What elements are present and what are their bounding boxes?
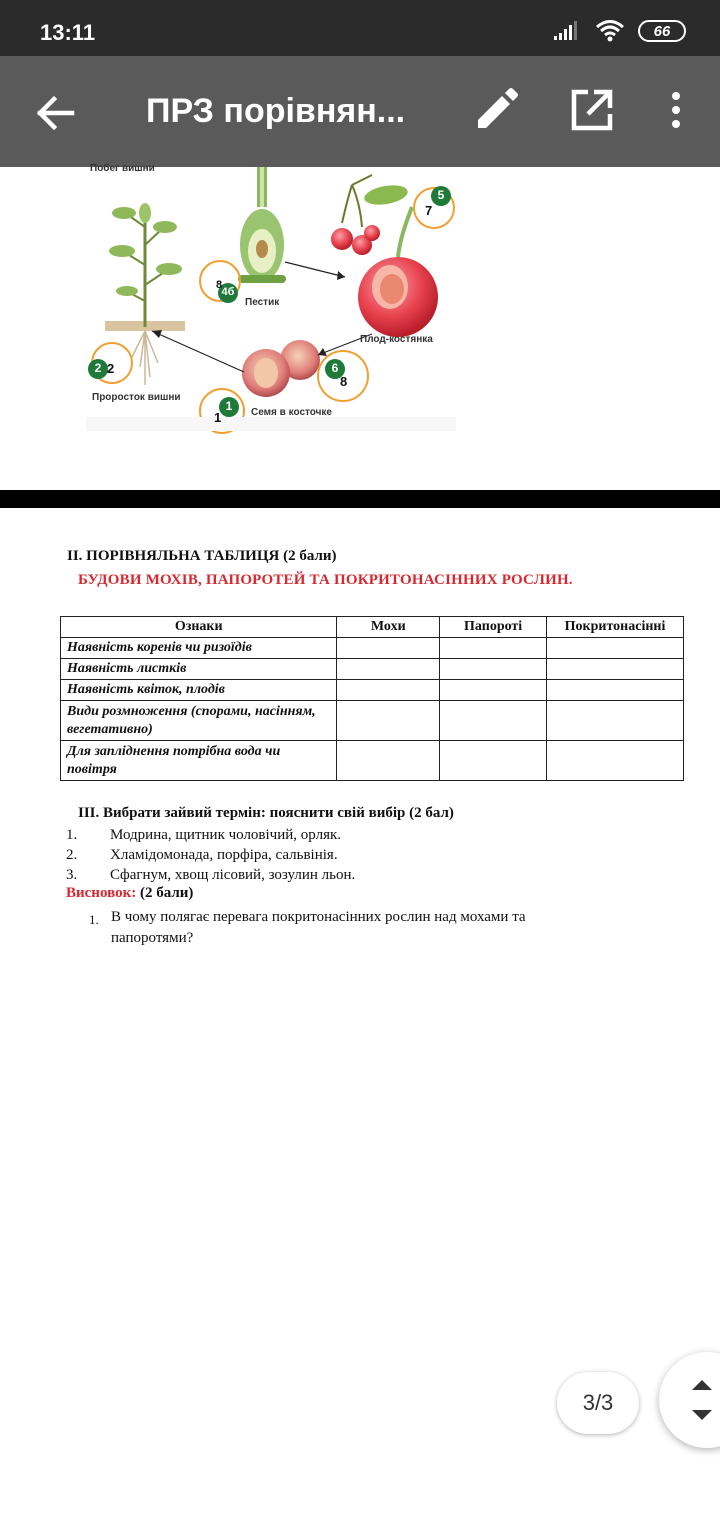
wifi-icon [596,20,624,42]
marker-handwritten: 8 [340,374,348,389]
conclusion-label: Висновок: [66,885,137,901]
table-cell-feature: Наявність коренів чи ризоїдів [61,638,337,659]
table-cell [337,659,440,680]
battery-level: 66 [653,22,671,40]
marker-handwritten: 1 [214,410,222,425]
marker-badge: 2 [94,361,102,375]
table-header: Покритонасінні [547,617,684,638]
label-drupe: Плод-костянка [360,334,433,345]
list-item [66,825,355,845]
marker-handwritten: 2 [107,361,115,376]
table-row [61,680,684,701]
table-cell [337,741,440,781]
list-item-number: 2. [66,847,78,863]
page-indicator: 3/3 [557,1372,639,1434]
table-row [61,659,684,680]
label-seed: Семя в косточке [251,407,332,418]
marker-badge: 4б [221,286,235,298]
open-external-icon[interactable] [568,86,616,134]
table-cell [440,659,547,680]
table-cell-feature: Наявність листків [61,659,337,680]
table-cell [337,701,440,741]
list-item-number: 3. [66,867,78,883]
battery-icon [638,20,686,42]
table-cell [337,680,440,701]
fast-scroll-button[interactable] [659,1352,720,1448]
page-separator [0,490,720,508]
section3-list [66,825,355,885]
table-cell [547,638,684,659]
list-item-text: Модрина, щитник чоловічий, орляк. [110,827,342,843]
cherry-lifecycle-diagram [0,163,720,490]
section2-subtitle: БУДОВИ МОХІВ, ПАПОРОТЕЙ ТА ПОКРИТОНАСІННИХ РОСЛИН. [78,572,573,588]
table-cell [547,659,684,680]
conclusion-heading [66,885,193,902]
list-item-text: Сфагнум, хвощ лісовий, зозулин льон. [110,867,356,883]
list-item [66,865,355,885]
table-cell [440,701,547,741]
edit-pencil-icon[interactable] [472,86,520,134]
table-cell-feature: Для запліднення потрібна вода чи повітря [61,741,337,781]
table-cell [547,741,684,781]
more-vert-icon[interactable] [652,86,700,134]
marker-badge: 1 [225,399,233,413]
table-cell [440,680,547,701]
label-pistil: Пестик [245,297,280,308]
table-cell-feature: Види розмноження (спорами, насінням, вегетативно) [61,701,337,741]
table-cell [547,680,684,701]
document-title: ПРЗ порівнян... [146,92,406,130]
marker-handwritten: 8 [216,279,223,291]
marker-badge: 6 [331,361,339,375]
table-row [61,701,684,741]
diagram-illustration [0,167,720,490]
table-cell [440,741,547,781]
status-bar [0,0,720,56]
list-item-number: 1. [66,827,78,843]
status-icons [554,20,686,42]
app-bar [0,56,720,167]
table-cell [547,701,684,741]
comparison-table [60,616,684,781]
label-seedling: Проросток вишни [92,392,181,403]
table-cell-feature: Наявність квіток, плодів [61,680,337,701]
table-header: Ознаки [61,617,337,638]
label-shoot: Побег вишни [90,163,155,174]
section2-title: II. ПОРІВНЯЛЬНА ТАБЛИЦЯ (2 бали) [67,548,337,564]
table-header-row [61,617,684,638]
signal-icon [554,21,582,41]
list-item-text: Хламідомонада, порфіра, сальвінія. [110,847,338,863]
section3-title: III. Вибрати зайвий термін: пояснити свій вибір (2 бал) [78,805,454,821]
question-text: В чому полягає перевага покритонасінних рослин над мохами та папоротями? [111,909,526,946]
table-cell [440,638,547,659]
back-arrow-icon[interactable] [32,90,78,136]
list-item [66,845,355,865]
conclusion-points: (2 бали) [139,885,194,901]
table-header: Мохи [337,617,440,638]
table-row [61,638,684,659]
table-header: Папороті [440,617,547,638]
marker-handwritten: 7 [425,203,433,218]
document-page [0,508,720,1520]
marker-badge: 5 [437,188,445,202]
question-number: 1. [89,912,99,927]
status-time: 13:11 [40,20,96,45]
table-cell [337,638,440,659]
table-row [61,741,684,781]
scroll-up-down-icon [659,1352,720,1448]
